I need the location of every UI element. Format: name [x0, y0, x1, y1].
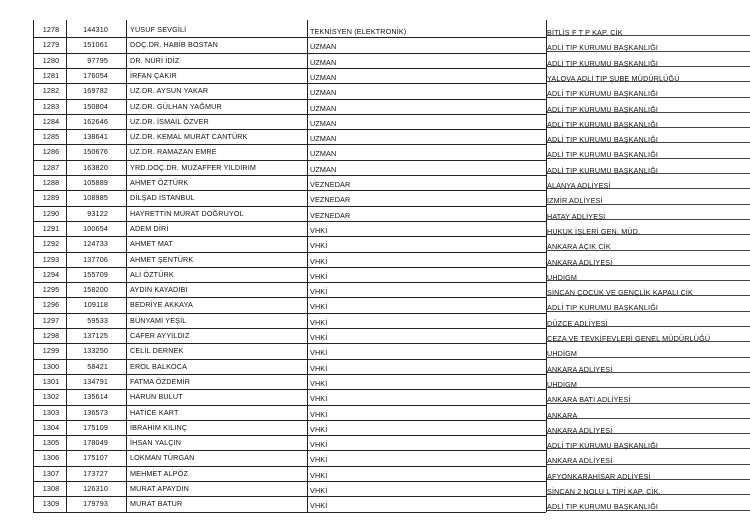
person-name: AHMET MAT [130, 239, 174, 249]
title-unvan: VHKİ [310, 455, 328, 465]
sicil-no: 105889 [83, 178, 108, 187]
sicil-no: 100654 [83, 223, 108, 233]
title-unvan: VHKİ [310, 470, 328, 480]
person-name: YRD.DOÇ.DR. MUZAFFER YILDIRIM [130, 162, 257, 172]
row-number: 1308 [42, 484, 60, 493]
sicil-no: 175107 [83, 453, 108, 463]
institution: BİTLİS F T P KAP. CİK [547, 28, 623, 37]
sicil-no: 163820 [83, 162, 108, 172]
person-name: EROL BALKOCA [130, 361, 188, 371]
institution: ADLİ TIP KURUMU BAŞKANLIĞI [547, 43, 659, 53]
table-row [0, 160, 750, 175]
institution: ADLİ TIP KURUMU BAŞKANLIĞI [547, 303, 659, 313]
person-name: AHMET ŞENTÜRK [130, 254, 194, 264]
row-number: 1302 [42, 392, 60, 402]
table-row [0, 221, 750, 236]
row-number: 1286 [42, 147, 60, 157]
person-name: HARUN BULUT [130, 392, 183, 402]
title-unvan: UZMAN [310, 118, 337, 128]
institution: UHDİGM [547, 349, 578, 359]
title-unvan: UZMAN [310, 149, 337, 159]
sicil-no: 175109 [83, 422, 108, 432]
person-name: FATMA ÖZDEMİR [130, 376, 191, 386]
person-name: İBRAHİM KILINÇ [130, 422, 188, 432]
person-name: YUSUF SEVGİLİ [130, 25, 187, 34]
table-row [0, 99, 750, 114]
table-row [0, 53, 750, 68]
institution: ADLİ TIP KURUMU BAŞKANLIĞI [547, 104, 659, 114]
title-unvan: VEZNEDAR [310, 180, 351, 189]
title-unvan: VHKİ [310, 317, 328, 327]
person-name: ADEM DİRİ [130, 223, 169, 233]
institution: AFYONKARAHİSAR ADLİYESİ [547, 471, 651, 481]
sicil-no: 162646 [83, 116, 108, 126]
title-unvan: UZMAN [310, 134, 337, 144]
table-row [0, 297, 750, 312]
sicil-no: 124733 [83, 239, 108, 249]
table-row [0, 420, 750, 435]
institution: SİNCAN 2 NOLU L TİPİ KAP. CİK. [547, 487, 661, 496]
institution: SİNCAN ÇOCUK VE GENÇLİK KAPALI CİK [547, 288, 693, 298]
table-row [0, 252, 750, 267]
sicil-no: 134791 [83, 376, 108, 386]
table-row [0, 83, 750, 98]
person-name: UZ.DR. GÜLHAN YAĞMUR [130, 101, 222, 111]
row-number: 1306 [42, 453, 60, 463]
title-unvan: VHKİ [310, 302, 328, 312]
row-number: 1293 [42, 254, 60, 264]
person-name: MEHMET ALPÖZ [130, 468, 188, 478]
table-row [0, 435, 750, 450]
person-name: LOKMAN TÜRGAN [130, 453, 195, 463]
sicil-no: 93122 [87, 208, 108, 218]
row-number: 1297 [42, 315, 60, 325]
institution: ANKARA ADLİYESİ [547, 364, 613, 374]
sicil-no: 144310 [83, 25, 108, 34]
institution: CEZA VE TEVKİFEVLERİ GENEL MÜDÜRLÜĞÜ [547, 334, 711, 343]
person-name: HAYRETTİN MURAT DOĞRUYOL [130, 208, 244, 218]
table-row [0, 450, 750, 465]
table-row [0, 359, 750, 374]
table-row [0, 405, 750, 420]
title-unvan: UZMAN [310, 42, 337, 52]
institution: ADLİ TIP KURUMU BAŞKANLIĞI [547, 135, 659, 145]
row-number: 1283 [42, 101, 60, 111]
sicil-no: 151061 [83, 40, 108, 50]
table-row [0, 313, 750, 328]
table-row [0, 267, 750, 282]
sicil-no: 178049 [83, 438, 108, 448]
institution: ANKARA AÇIK CİK [547, 242, 611, 252]
row-number: 1299 [42, 346, 60, 356]
row-number: 1288 [42, 178, 60, 187]
title-unvan: VHKİ [310, 256, 328, 266]
sicil-no: 179793 [83, 499, 108, 509]
institution: ANKARA BATI ADLİYESİ [547, 395, 631, 405]
row-number: 1280 [42, 55, 60, 65]
sicil-no: 109118 [83, 300, 108, 310]
row-number: 1301 [42, 376, 60, 386]
title-unvan: VHKİ [310, 440, 328, 450]
person-name: BEDRİYE AKKAYA [130, 300, 193, 310]
sicil-no: 137125 [83, 331, 108, 340]
sicil-no: 58421 [87, 361, 108, 371]
table-row [0, 68, 750, 83]
institution: ANKARA [547, 410, 578, 420]
row-number: 1305 [42, 438, 60, 448]
row-number: 1282 [42, 86, 60, 96]
institution: HUKUK İŞLERİ GEN. MÜD. [547, 226, 641, 236]
person-name: DR. NURİ İDİZ [130, 55, 180, 65]
sicil-no: 150804 [83, 101, 108, 111]
row-number: 1294 [42, 269, 60, 279]
person-name: DOÇ.DR. HABİB BOSTAN [130, 40, 218, 50]
row-divider [33, 512, 546, 513]
title-unvan: VHKİ [310, 333, 328, 342]
title-unvan: VHKİ [310, 486, 328, 495]
title-unvan: VHKİ [310, 363, 328, 373]
person-name: UZ.DR. KEMAL MURAT CANTÜRK [130, 132, 248, 142]
row-number: 1292 [42, 239, 60, 249]
sicil-no: 158200 [83, 285, 108, 295]
title-unvan: VHKİ [310, 378, 328, 388]
table-row [0, 114, 750, 129]
table-row [0, 144, 750, 159]
title-unvan: UZMAN [310, 57, 337, 67]
title-unvan: VHKİ [310, 225, 328, 235]
institution: UHDİGM [547, 272, 578, 282]
table-row [0, 129, 750, 144]
row-number: 1287 [42, 162, 60, 172]
sicil-no: 150676 [83, 147, 108, 157]
table-row [0, 190, 750, 205]
row-number: 1295 [42, 285, 60, 295]
row-number: 1289 [42, 193, 60, 203]
institution: ADLİ TIP KURUMU BAŞKANLIĞI [547, 502, 659, 512]
row-number: 1298 [42, 331, 60, 340]
row-number: 1278 [42, 25, 60, 34]
row-number: 1291 [42, 223, 60, 233]
row-number: 1281 [42, 70, 60, 80]
person-name: DİLŞAD İSTANBUL [130, 193, 195, 203]
person-name: CELİL DERNEK [130, 346, 184, 356]
table-row [0, 343, 750, 358]
institution: ADLİ TIP KURUMU BAŞKANLIĞI [547, 119, 659, 129]
table-row [0, 496, 750, 511]
institution: DÜZCE ADLİYESİ [547, 318, 608, 328]
institution: ADLİ TIP KURUMU BAŞKANLIĞI [547, 165, 659, 175]
institution: ANKARA ADLİYESİ [547, 257, 613, 267]
sicil-no: 126310 [83, 484, 108, 493]
institution: YALOVA ADLİ TIP ŞUBE MÜDÜRLÜĞÜ [547, 73, 680, 83]
person-name: CAFER AYYILDIZ [130, 331, 190, 340]
institution: ANKARA ADLİYESİ [547, 425, 613, 435]
sicil-no: 135614 [83, 392, 108, 402]
title-unvan: VHKİ [310, 287, 328, 297]
sicil-no: 136573 [83, 407, 108, 417]
title-unvan: VHKİ [310, 501, 328, 511]
sicil-no: 173727 [83, 468, 108, 478]
sicil-no: 169782 [83, 86, 108, 96]
institution: ADLİ TIP KURUMU BAŞKANLIĞI [547, 441, 659, 451]
row-number: 1279 [42, 40, 60, 50]
table-row [0, 374, 750, 389]
sicil-no: 176054 [83, 70, 108, 80]
table-row [0, 481, 750, 496]
institution: ADLİ TIP KURUMU BAŞKANLIĞI [547, 150, 659, 160]
row-number: 1309 [42, 499, 60, 509]
title-unvan: VEZNEDAR [310, 195, 351, 205]
sicil-no: 137706 [83, 254, 108, 264]
title-unvan: UZMAN [310, 72, 337, 82]
person-name: MURAT APAYDIN [130, 484, 189, 493]
row-number: 1285 [42, 132, 60, 142]
person-name: UZ.DR. RAMAZAN EMRE [130, 147, 217, 157]
person-name: BÜNYAMİ YEŞİL [130, 315, 187, 325]
row-number: 1296 [42, 300, 60, 310]
title-unvan: VEZNEDAR [310, 210, 351, 220]
sicil-no: 108985 [83, 193, 108, 203]
sicil-no: 133250 [83, 346, 108, 356]
person-name: AHMET ÖZTÜRK [130, 178, 189, 187]
institution: ADLİ TIP KURUMU BAŞKANLIĞI [547, 89, 659, 99]
table-row [0, 37, 750, 52]
row-number: 1307 [42, 468, 60, 478]
title-unvan: VHKİ [310, 271, 328, 281]
row-number: 1304 [42, 422, 60, 432]
sicil-no: 59533 [87, 315, 108, 325]
person-name: MURAT BATUR [130, 499, 183, 509]
title-unvan: VHKİ [310, 348, 328, 358]
person-name: HATİCE KART [130, 407, 179, 417]
table-row [0, 22, 750, 37]
person-name: İHSAN YALÇIN [130, 438, 182, 448]
institution: ADLİ TIP KURUMU BAŞKANLIĞI [547, 58, 659, 68]
row-number: 1303 [42, 407, 60, 417]
sicil-no: 155709 [83, 269, 108, 279]
table-row [0, 206, 750, 221]
title-unvan: VHKİ [310, 394, 328, 404]
person-name: AYDIN KAYADIBI [130, 285, 188, 295]
institution: ANKARA ADLİYESİ [547, 456, 613, 466]
table-row [0, 282, 750, 297]
row-number: 1290 [42, 208, 60, 218]
title-unvan: VHKİ [310, 241, 328, 251]
person-name: UZ.DR. İSMAİL ÖZVER [130, 116, 209, 126]
title-unvan: VHKİ [310, 409, 328, 419]
title-unvan: UZMAN [310, 164, 337, 174]
row-number: 1284 [42, 116, 60, 126]
person-name: ALİ ÖZTÜRK [130, 269, 174, 279]
institution: ALANYA ADLİYESİ [547, 181, 611, 190]
sicil-no: 138641 [83, 132, 108, 142]
title-unvan: UZMAN [310, 88, 337, 98]
institution: UHDİGM [547, 379, 578, 389]
institution: İZMİR ADLİYESİ [547, 196, 603, 206]
title-unvan: TEKNİSYEN (ELEKTRONİK) [310, 27, 407, 36]
title-unvan: VHKİ [310, 424, 328, 434]
row-number: 1300 [42, 361, 60, 371]
table-row [0, 466, 750, 481]
table-row [0, 328, 750, 343]
institution: HATAY ADLİYESİ [547, 211, 606, 221]
table-row [0, 236, 750, 251]
table-row [0, 175, 750, 190]
person-name: UZ.DR. AYSUN YAKAR [130, 86, 209, 96]
person-name: İRFAN ÇAKIR [130, 70, 177, 80]
title-unvan: UZMAN [310, 103, 337, 113]
table-row [0, 389, 750, 404]
sicil-no: 97795 [87, 55, 108, 65]
